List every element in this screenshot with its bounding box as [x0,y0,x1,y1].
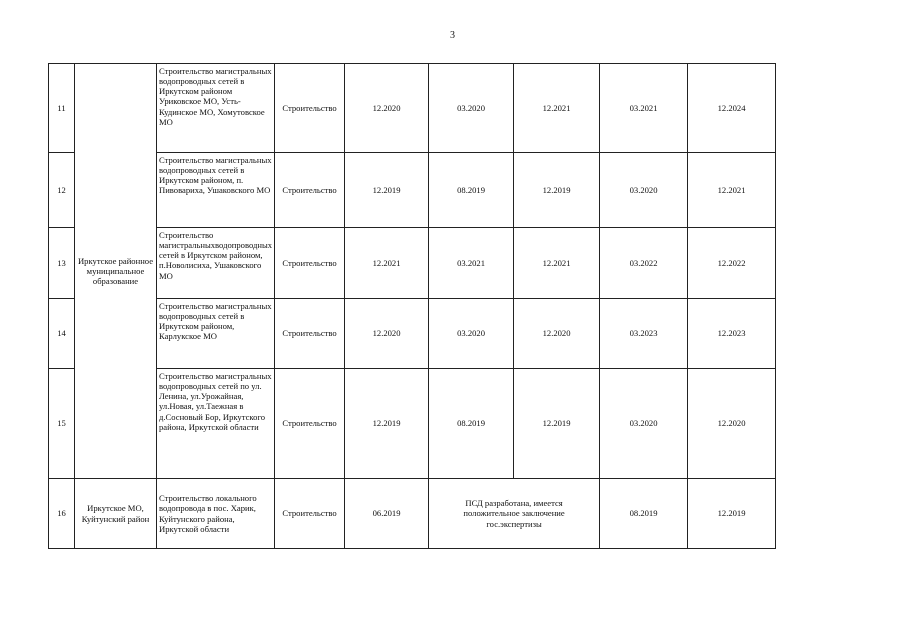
date-cell: 03.2020 [600,369,688,479]
date-cell: 12.2020 [345,299,429,369]
table-row [49,369,776,479]
date-cell: 03.2020 [429,299,514,369]
date-cell: 08.2019 [429,369,514,479]
date-cell: 12.2019 [345,153,429,228]
row-number: 13 [49,228,75,299]
work-type: Строительство [275,479,345,549]
page-number: 3 [450,30,455,41]
project-name: Строительство магистральных водопроводных сетей в Иркутском районом, п. Пивовариха, Ушаковского МО [157,153,275,228]
date-cell: 03.2021 [600,64,688,153]
date-cell: 03.2023 [600,299,688,369]
row-number: 14 [49,299,75,369]
date-cell: 12.2020 [345,64,429,153]
date-cell: 06.2019 [345,479,429,549]
date-cell: 03.2022 [600,228,688,299]
table-row [49,479,776,549]
work-type: Строительство [275,369,345,479]
date-cell: 12.2022 [688,228,776,299]
work-type: Строительство [275,153,345,228]
date-cell: 12.2024 [688,64,776,153]
date-cell: 12.2019 [514,369,600,479]
date-cell: 12.2019 [688,479,776,549]
date-cell: 12.2021 [514,64,600,153]
row-number: 16 [49,479,75,549]
date-cell: 08.2019 [429,153,514,228]
date-cell: 12.2019 [514,153,600,228]
project-name: Строительство магистральных водопроводных сетей в Иркутском районом Уриковское МО, Усть-Кудинское МО, Хомутовское МО [157,64,275,153]
row-number: 12 [49,153,75,228]
expertise-note: ПСД разработана, имеется положительное заключение гос.экспертизы [429,479,600,549]
date-cell: 03.2020 [429,64,514,153]
date-cell: 12.2019 [345,369,429,479]
row-number: 15 [49,369,75,479]
work-type: Строительство [275,299,345,369]
date-cell: 12.2021 [345,228,429,299]
date-cell: 03.2020 [600,153,688,228]
date-cell: 12.2020 [688,369,776,479]
project-name: Строительство магистральныхводопроводных сетей в Иркутском районом, п.Новолисиха, Ушаковского МО [157,228,275,299]
organization-cell: Иркутское районное муниципальное образование [75,64,157,479]
project-name: Строительство магистральных водопроводных сетей по ул. Ленина, ул.Урожайная, ул.Новая, ул.Таежная в д.Сосновый Бор, Иркутского района, Иркутской области [157,369,275,479]
project-name: Строительство магистральных водопроводных сетей в Иркутском районом, Карлукское МО [157,299,275,369]
date-cell: 08.2019 [600,479,688,549]
organization-cell: Иркутское МО, Куйтунский район [75,479,157,549]
table-row [49,299,776,369]
date-cell: 12.2023 [688,299,776,369]
row-number: 11 [49,64,75,153]
work-type: Строительство [275,228,345,299]
table-row [49,153,776,228]
date-cell: 12.2021 [514,228,600,299]
work-type: Строительство [275,64,345,153]
project-name: Строительство локального водопровода в пос. Харик, Куйтунского района, Иркутской области [157,479,275,549]
date-cell: 12.2021 [688,153,776,228]
table-row [49,64,776,153]
projects-table [48,63,776,549]
date-cell: 12.2020 [514,299,600,369]
table-row [49,228,776,299]
date-cell: 03.2021 [429,228,514,299]
